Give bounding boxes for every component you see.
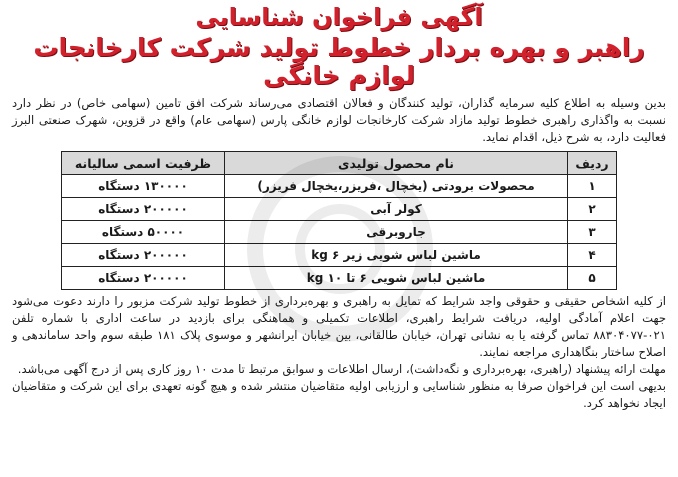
- capacity: ۲۰۰۰۰۰ دستگاه: [62, 267, 225, 290]
- product-name: ماشین لباس شویی ۶ تا ۱۰ kg: [225, 267, 568, 290]
- capacity: ۲۰۰۰۰۰ دستگاه: [62, 244, 225, 267]
- ad-title: آگهی فراخوان شناسایی: [195, 3, 483, 31]
- row-number: ۳: [568, 221, 617, 244]
- table-row: [62, 267, 617, 290]
- table-row: [62, 175, 617, 198]
- capacity: ۱۳۰۰۰۰ دستگاه: [62, 175, 225, 198]
- intro-paragraph: بدین وسیله به اطلاع کلیه سرمایه گذاران، تولید کنندگان و فعالان اقتصادی می‌رساند شرکت افق تامین (سهامی خاص) در نظر دارد نسبت به واگذاری راهبری خطوط تولید مازاد شرکت کارخانجات لوازم خانگی پارس (سهامی عام) واقع در قزوین، شهرک صنعتی البرز فعالیت دارد، به شرح ذیل، اقدام نماید.: [12, 96, 666, 145]
- row-number: ۱: [568, 175, 617, 198]
- row-number: ۴: [568, 244, 617, 267]
- invitation-paragraph: از کلیه اشخاص حقیقی و حقوقی واجد شرایط که تمایل به راهبری و بهره‌برداری از خطوط تولید شرکت مزبور را دارند دعوت می‌شود جهت اعلام آمادگی اولیه، دریافت شرایط راهبری، اطلاعات تکمیلی و هماهنگی برای بازدید در ساعت اداری با شماره تلفن ۰۲۱-۸۸۳۰۴۰۷۷ تماس گرفته یا به نشانی تهران، خیابان طالقانی، بین خیابان ایرانشهر و موسوی پلاک ۱۸۱ طبقه سوم واحد ساماندهی و اصلاح ساختار بنگاهداری مراجعه نمایند.: [12, 294, 666, 360]
- header-row-number: ردیف: [568, 152, 617, 175]
- deadline-paragraph: مهلت ارائه پیشنهاد (راهبری، بهره‌برداری و نگه‌داشت)، ارسال اطلاعات و سوابق مرتبط تا مدت ۱۰ روز کاری پس از درج آگهی می‌باشد.: [17, 362, 666, 377]
- disclaimer-paragraph: بدیهی است این فراخوان صرفا به منظور شناسایی و ارزیابی اولیه متقاضیان منتشر شده و هیچ گونه تعهدی برای این شرکت و متقاضیان ایجاد نخواهد کرد.: [12, 379, 666, 411]
- header-capacity: ظرفیت اسمی سالیانه: [62, 152, 225, 175]
- row-number: ۵: [568, 267, 617, 290]
- row-number: ۲: [568, 198, 617, 221]
- table-row: [62, 244, 617, 267]
- product-name: کولر آبی: [225, 198, 568, 221]
- table-row: [62, 198, 617, 221]
- header-product-name: نام محصول تولیدی: [225, 152, 568, 175]
- ad-subtitle: راهبر و بهره بردار خطوط تولید شرکت کارخانجات لوازم خانگی: [33, 32, 645, 91]
- table-header-row: [62, 152, 617, 175]
- product-name: جاروبرقی: [225, 221, 568, 244]
- table-row: [62, 221, 617, 244]
- product-name: محصولات برودتی (یخچال ،فریزر،یخچال فریزر): [225, 175, 568, 198]
- products-table: [61, 151, 617, 290]
- capacity: ۲۰۰۰۰۰ دستگاه: [62, 198, 225, 221]
- capacity: ۵۰۰۰۰ دستگاه: [62, 221, 225, 244]
- product-name: ماشین لباس شویی زیر kg ۶: [225, 244, 568, 267]
